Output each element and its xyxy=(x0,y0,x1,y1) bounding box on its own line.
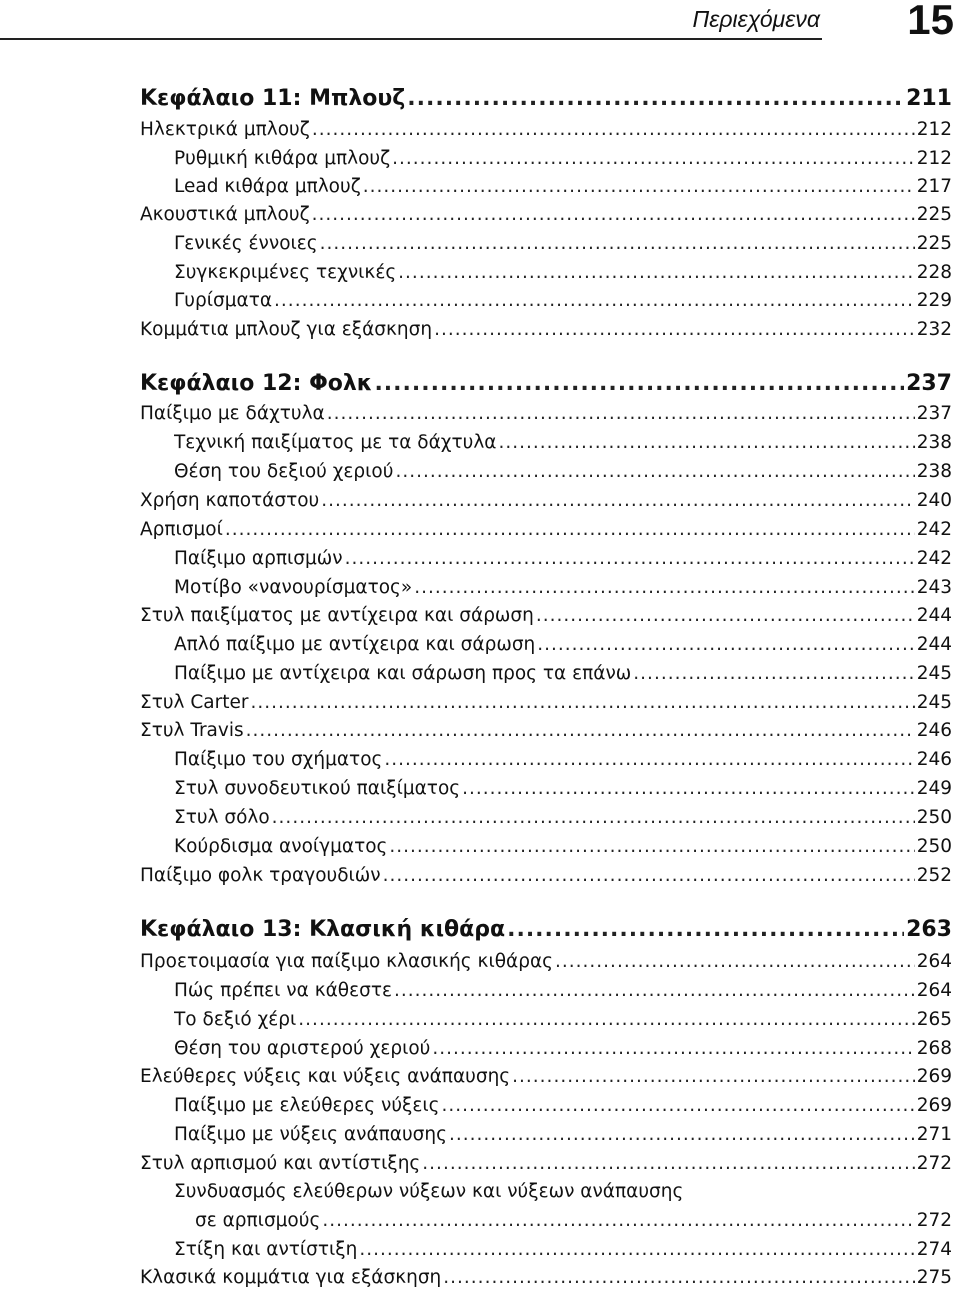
dot-leader xyxy=(327,400,915,428)
page-ref: 263 xyxy=(906,917,952,942)
dot-leader xyxy=(384,746,914,774)
page-ref: 228 xyxy=(916,262,952,283)
page-ref: 271 xyxy=(916,1124,952,1145)
page-ref: 238 xyxy=(916,432,952,453)
page-ref: 242 xyxy=(916,548,952,569)
page-ref: 212 xyxy=(916,148,952,169)
toc-entry-row xyxy=(174,287,952,315)
dot-leader xyxy=(321,487,914,515)
toc-entry-row xyxy=(140,689,952,717)
toc-entry-row xyxy=(174,1121,952,1149)
dot-leader xyxy=(312,116,915,144)
entry-title: Απλό παίξιμο με αντίχειρα και σάρωση xyxy=(174,634,536,655)
page-ref: 232 xyxy=(916,319,952,340)
entry-title: Στυλ σόλο xyxy=(174,807,270,828)
dot-leader xyxy=(345,545,915,573)
toc-entry-row xyxy=(174,775,952,803)
page-ref: 217 xyxy=(916,176,952,197)
dot-leader xyxy=(422,1150,914,1178)
toc-entry-row xyxy=(174,145,952,173)
dot-leader xyxy=(407,83,904,115)
dot-leader xyxy=(363,173,915,201)
page-ref: 272 xyxy=(916,1210,952,1231)
page-header xyxy=(0,0,960,50)
chapter-title: Κεφάλαιο 12: Φολκ xyxy=(140,371,373,396)
page-ref: 237 xyxy=(916,403,952,424)
entry-title: Lead κιθάρα μπλουζ xyxy=(174,176,361,197)
toc-entry-row xyxy=(140,862,952,890)
entry-title: Γενικές έννοιες xyxy=(174,233,318,254)
entry-title: Παίξιμο με ελεύθερες νύξεις xyxy=(174,1095,440,1116)
dot-leader xyxy=(555,948,915,976)
toc-entry-row xyxy=(140,116,952,144)
toc-entry-row xyxy=(174,458,952,486)
dot-leader xyxy=(462,775,915,803)
toc-entry-row xyxy=(174,574,952,602)
page-ref: 275 xyxy=(916,1267,952,1288)
page-ref: 249 xyxy=(916,778,952,799)
toc-entry-row xyxy=(174,977,952,1005)
page-ref: 245 xyxy=(916,663,952,684)
dot-leader xyxy=(536,602,915,630)
dot-leader xyxy=(434,316,915,344)
entry-title: Μοτίβο «νανουρίσματος» xyxy=(174,577,413,598)
chapter-title: Κεφάλαιο 11: Μπλουζ xyxy=(140,86,406,111)
dot-leader xyxy=(449,1121,915,1149)
entry-title: Στυλ αρπισμού και αντίστιξης xyxy=(140,1153,421,1174)
page-ref: 244 xyxy=(916,634,952,655)
entry-title: Συγκεκριμένες τεχνικές xyxy=(174,262,397,283)
page-ref: 238 xyxy=(916,461,952,482)
entry-title: Συνδυασμός ελεύθερων νύξεων και νύξεων ανάπαυσης xyxy=(174,1181,684,1202)
dot-leader xyxy=(392,145,915,173)
page-ref: 243 xyxy=(916,577,952,598)
entry-title: Κομμάτια μπλουζ για εξάσκηση xyxy=(140,319,433,340)
page-ref: 225 xyxy=(916,204,952,225)
dot-leader xyxy=(512,1063,915,1091)
page-ref: 240 xyxy=(916,490,952,511)
dot-leader xyxy=(442,1092,915,1120)
entry-title: Θέση του δεξιού χεριού xyxy=(174,461,394,482)
dot-leader xyxy=(633,660,914,688)
entry-title: Ελεύθερες νύξεις και νύξεις ανάπαυσης xyxy=(140,1066,511,1087)
entry-title: Παίξιμο φολκ τραγουδιών xyxy=(140,865,381,886)
page-ref: 212 xyxy=(916,119,952,140)
entry-title: Κλασικά κομμάτια για εξάσκηση xyxy=(140,1267,442,1288)
toc-entry-row xyxy=(174,259,952,287)
toc-entry-row xyxy=(140,400,952,428)
toc-entry-row xyxy=(140,1063,952,1091)
page-ref: 269 xyxy=(916,1066,952,1087)
entry-title: Στυλ Carter xyxy=(140,692,249,713)
dot-leader xyxy=(312,201,915,229)
entry-title: Πώς πρέπει να κάθεστε xyxy=(174,980,392,1001)
page-number: 15 xyxy=(907,0,954,43)
dot-leader xyxy=(274,287,915,315)
toc-chapter-row xyxy=(140,368,952,400)
page-ref: 244 xyxy=(916,605,952,626)
toc-entry-row xyxy=(140,1264,952,1292)
toc-entry-row xyxy=(140,316,952,344)
toc-entry-row xyxy=(174,1092,952,1120)
toc-entry-row xyxy=(174,833,952,861)
toc-entry-row xyxy=(174,1006,952,1034)
page-ref: 264 xyxy=(916,951,952,972)
header-rule xyxy=(0,38,822,40)
toc-entry-row xyxy=(174,1236,952,1264)
dot-leader xyxy=(320,230,915,258)
page-ref: 250 xyxy=(916,836,952,857)
page-ref: 272 xyxy=(916,1153,952,1174)
entry-title: Ηλεκτρικά μπλουζ xyxy=(140,119,310,140)
entry-title: Χρήση καποτάστου xyxy=(140,490,320,511)
dot-leader xyxy=(389,833,914,861)
entry-title: Αρπισμοί xyxy=(140,519,223,540)
page-ref: 269 xyxy=(916,1095,952,1116)
entry-title: Στυλ συνοδευτικού παιξίματος xyxy=(174,778,461,799)
dot-leader xyxy=(272,804,915,832)
toc-entry-row xyxy=(140,717,952,745)
page-ref: 274 xyxy=(916,1239,952,1260)
toc-entry-row xyxy=(174,545,952,573)
page-ref: 237 xyxy=(906,371,952,396)
dot-leader xyxy=(374,368,904,400)
dot-leader xyxy=(507,914,904,946)
toc-chapter-row xyxy=(140,83,952,115)
page-ref: 264 xyxy=(916,980,952,1001)
page-ref: 225 xyxy=(916,233,952,254)
toc-entry-row xyxy=(195,1207,952,1235)
dot-leader xyxy=(225,516,915,544)
toc-entry-row xyxy=(174,804,952,832)
toc-entry-row xyxy=(174,1035,952,1063)
dot-leader xyxy=(298,1006,914,1034)
page-ref: 229 xyxy=(916,290,952,311)
entry-title: Το δεξιό χέρι xyxy=(174,1009,297,1030)
entry-title: Γυρίσματα xyxy=(174,290,273,311)
entry-title: Στυλ παιξίματος με αντίχειρα και σάρωση xyxy=(140,605,534,626)
entry-title: Παίξιμο με δάχτυλα xyxy=(140,403,325,424)
entry-title: Τεχνική παιξίματος με τα δάχτυλα xyxy=(174,432,497,453)
toc-chapter-row xyxy=(140,914,952,946)
page-ref: 245 xyxy=(916,692,952,713)
page-ref: 265 xyxy=(916,1009,952,1030)
entry-title: Προετοιμασία για παίξιμο κλασικής κιθάρας xyxy=(140,951,554,972)
entry-title: Παίξιμο αρπισμών xyxy=(174,548,343,569)
dot-leader xyxy=(498,429,914,457)
dot-leader xyxy=(443,1264,914,1292)
dot-leader xyxy=(322,1207,914,1235)
dot-leader xyxy=(394,977,915,1005)
toc-entry-row xyxy=(140,1150,952,1178)
entry-title: Ρυθμική κιθάρα μπλουζ xyxy=(174,148,391,169)
toc-entry-row xyxy=(174,746,952,774)
toc-entry-row xyxy=(140,201,952,229)
toc-entry-row xyxy=(140,948,952,976)
page-ref: 268 xyxy=(916,1038,952,1059)
page-ref: 211 xyxy=(906,86,952,111)
entry-title: Στίξη και αντίστιξη xyxy=(174,1239,358,1260)
page-ref: 252 xyxy=(916,865,952,886)
chapter-title: Κεφάλαιο 13: Κλασική κιθάρα xyxy=(140,917,506,942)
page-ref: 242 xyxy=(916,519,952,540)
toc-entry-row xyxy=(140,516,952,544)
entry-title: Θέση του αριστερού χεριού xyxy=(174,1038,431,1059)
dot-leader xyxy=(432,1035,914,1063)
dot-leader xyxy=(383,862,915,890)
toc-entry-row xyxy=(174,1178,952,1206)
toc-entry-row xyxy=(174,173,952,201)
page-ref: 250 xyxy=(916,807,952,828)
entry-title: Ακουστικά μπλουζ xyxy=(140,204,310,225)
toc-entry-row xyxy=(174,230,952,258)
dot-leader xyxy=(398,259,915,287)
section-title: Περιεχόμενα xyxy=(692,6,820,32)
dot-leader xyxy=(250,689,914,717)
entry-title: Παίξιμο του σχήματος xyxy=(174,749,383,770)
dot-leader xyxy=(414,574,914,602)
toc-entry-row xyxy=(140,487,952,515)
page-ref: 246 xyxy=(916,749,952,770)
toc-entry-row xyxy=(174,660,952,688)
dot-leader xyxy=(359,1236,914,1264)
entry-title: Παίξιμο με νύξεις ανάπαυσης xyxy=(174,1124,447,1145)
entry-title: Στυλ Travis xyxy=(140,720,244,741)
toc-entry-row xyxy=(174,429,952,457)
dot-leader xyxy=(246,717,915,745)
dot-leader xyxy=(537,631,914,659)
dot-leader xyxy=(395,458,914,486)
page-ref: 246 xyxy=(916,720,952,741)
entry-title: Κούρδισμα ανοίγματος xyxy=(174,836,388,857)
entry-title: Παίξιμο με αντίχειρα και σάρωση προς τα επάνω xyxy=(174,663,632,684)
toc-entry-row xyxy=(140,602,952,630)
toc-entry-row xyxy=(174,631,952,659)
entry-title: σε αρπισμούς xyxy=(195,1210,321,1231)
